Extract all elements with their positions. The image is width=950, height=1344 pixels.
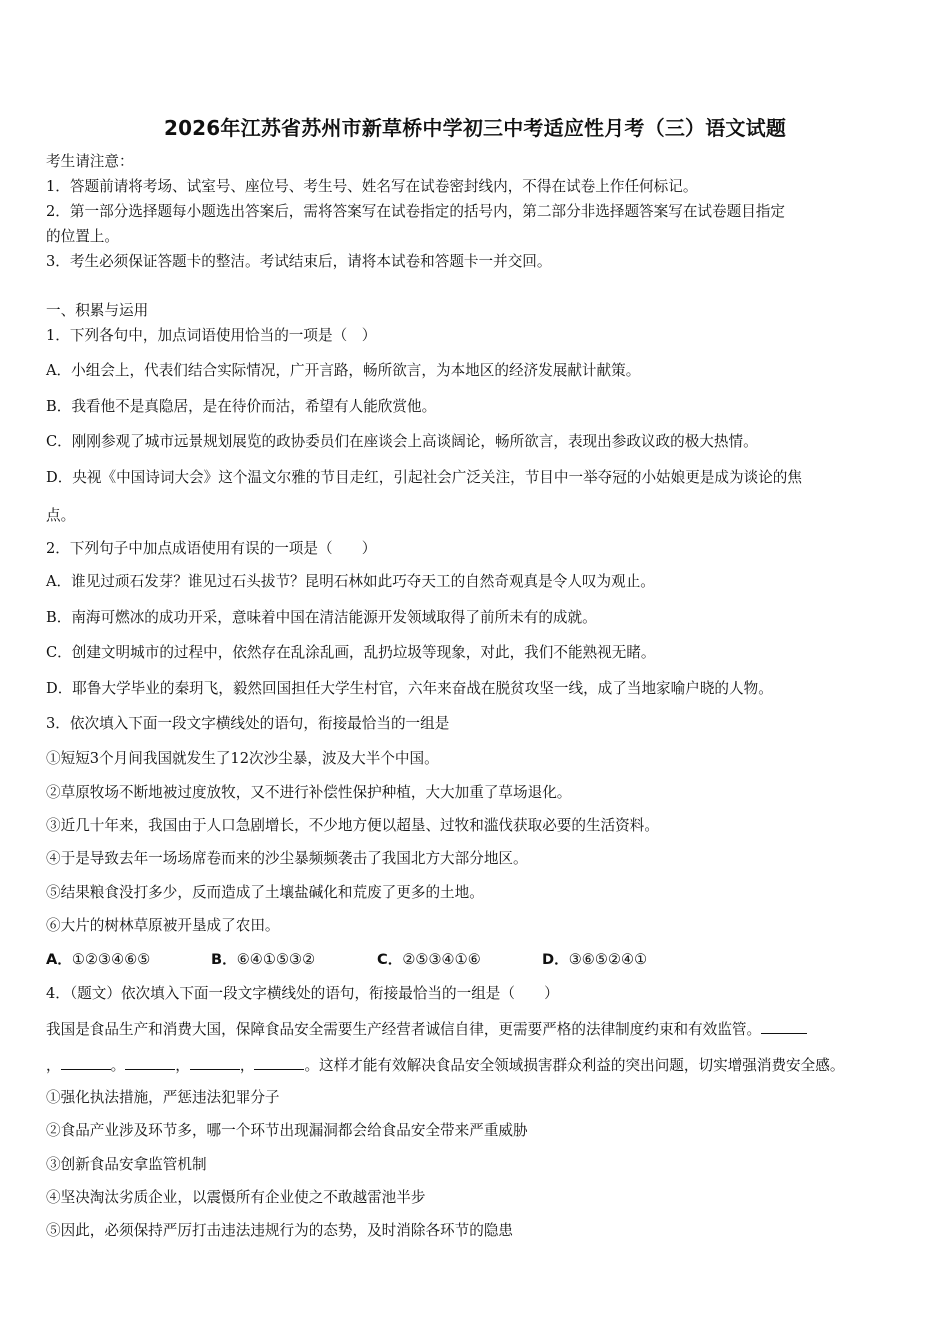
fill-blank <box>254 1055 304 1070</box>
option-c: C．刚刚参观了城市远景规划展览的政协委员们在座谈会上高谈阔论，畅所欲言，表现出参政议政的极大热情。 <box>46 433 758 450</box>
sentence-item: ④坚决淘汰劣质企业，以震慑所有企业使之不敢越雷池半步 <box>46 1189 426 1206</box>
fill-blank <box>61 1055 111 1070</box>
notice-item: 3．考生必须保证答题卡的整洁。考试结束后，请将本试卷和答题卡一并交回。 <box>46 253 552 270</box>
sentence-item: ⑥大片的树林草原被开垦成了农田。 <box>46 917 280 934</box>
passage-line: 我国是食品生产和消费大国，保障食品安全需要生产经营者诚信自律，更需要严格的法律制度约束和有效监管。 <box>46 1019 807 1039</box>
sentence-item: ①强化执法措施，严惩违法犯罪分子 <box>46 1089 280 1106</box>
sentence-item: ④于是导致去年一场场席卷而来的沙尘暴频频袭击了我国北方大部分地区。 <box>46 850 528 867</box>
option-d: D．③⑥⑤②④① <box>542 951 648 968</box>
question-stem: 4．（题文）依次填入下面一段文字横线处的语句，衔接最恰当的一组是（ ） <box>46 985 559 1002</box>
sentence-item: ③创新食品安拿监管机制 <box>46 1156 207 1173</box>
sentence-item: ②草原牧场不断地被过度放牧，又不进行补偿性保护种植，大大加重了草场退化。 <box>46 784 572 801</box>
notice-item: 的位置上。 <box>46 228 119 245</box>
fill-blank <box>125 1055 175 1070</box>
sentence-item: ⑤因此，必须保持严厉打击违法违规行为的态势，及时消除各环节的隐患 <box>46 1222 514 1239</box>
sentence-item: ③近几十年来，我国由于人口急剧增长，不少地方便以超垦、过牧和滥伐获取必要的生活资料。 <box>46 817 659 834</box>
notice-item: 2．第一部分选择题每小题选出答案后，需将答案写在试卷指定的括号内，第二部分非选择题答案写在试卷题目指定 <box>46 203 785 220</box>
option-row <box>46 951 647 969</box>
option-c: C．②⑤③④①⑥ <box>377 951 481 968</box>
option-d-continued: 点。 <box>46 507 76 524</box>
option-d: D．央视《中国诗词大会》这个温文尔雅的节目走红，引起社会广泛关注，节目中一举夺冠的小姑娘更是成为谈论的焦 <box>46 469 802 486</box>
option-b: B．南海可燃冰的成功开采，意味着中国在清洁能源开发领域取得了前所未有的成就。 <box>46 609 597 626</box>
option-a: A．小组会上，代表们结合实际情况，广开言路，畅所欲言，为本地区的经济发展献计献策。 <box>46 362 641 379</box>
question-stem: 3．依次填入下面一段文字横线处的语句，衔接最恰当的一组是 <box>46 715 450 732</box>
sentence-item: ⑤结果粮食没打多少，反而造成了土壤盐碱化和荒废了更多的土地。 <box>46 884 484 901</box>
notice-item: 1．答题前请将考场、试室号、座位号、考生号、姓名写在试卷密封线内，不得在试卷上作任何标记。 <box>46 178 698 195</box>
section-heading: 一、积累与运用 <box>46 302 149 319</box>
option-c: C．创建文明城市的过程中，依然存在乱涂乱画，乱扔垃圾等现象，对此，我们不能熟视无睹。 <box>46 644 656 661</box>
option-b: B．我看他不是真隐居，是在待价而沽，希望有人能欣赏他。 <box>46 398 437 415</box>
option-b: B．⑥④①⑤③② <box>211 951 316 968</box>
page-title: 2026年江苏省苏州市新草桥中学初三中考适应性月考（三）语文试题 <box>163 116 787 140</box>
fill-blank <box>761 1019 807 1034</box>
option-a: A．①②③④⑥⑤ <box>46 951 151 968</box>
question-stem: 2．下列句子中加点成语使用有误的一项是（ ） <box>46 540 377 557</box>
sentence-item: ①短短3个月间我国就发生了12次沙尘暴，波及大半个中国。 <box>46 750 439 767</box>
sentence-item: ②食品产业涉及环节多，哪一个环节出现漏洞都会给食品安全带来严重威胁 <box>46 1122 528 1139</box>
option-a: A．谁见过顽石发芽？谁见过石头拔节？昆明石林如此巧夺天工的自然奇观真是令人叹为观止。 <box>46 573 655 590</box>
question-stem: 1．下列各句中，加点词语使用恰当的一项是（ ） <box>46 327 377 344</box>
passage-line: ， 。 ， ， 。这样才能有效解决食品安全领域损害群众利益的突出问题，切实增强消费安全感。 <box>46 1057 845 1074</box>
notice-heading: 考生请注意： <box>46 153 134 170</box>
option-d: D．耶鲁大学毕业的秦玥飞，毅然回国担任大学生村官，六年来奋战在脱贫攻坚一线，成了当地家喻户晓的人物。 <box>46 680 773 697</box>
fill-blank <box>190 1055 240 1070</box>
